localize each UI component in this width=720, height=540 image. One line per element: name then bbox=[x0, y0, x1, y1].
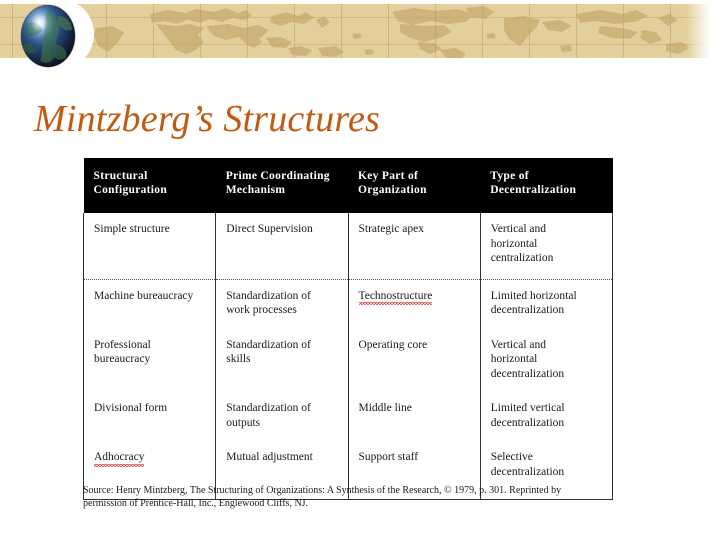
cell-line: Standardization of bbox=[226, 289, 311, 302]
cell-decentralization bbox=[480, 279, 612, 329]
cell-line: decentralization bbox=[490, 416, 565, 429]
header-line: Key Part of bbox=[358, 170, 419, 182]
world-map-banner bbox=[0, 4, 712, 58]
cell-configuration bbox=[84, 213, 216, 279]
cell-line: decentralization bbox=[490, 465, 565, 478]
cell-decentralization bbox=[480, 392, 612, 441]
column-header-key-part-of-organization bbox=[348, 158, 480, 213]
misspelled-word: Technostructure bbox=[359, 289, 433, 305]
banner-grid-lines bbox=[0, 4, 712, 58]
cell-configuration bbox=[84, 279, 216, 329]
header-line: Configuration bbox=[93, 184, 168, 196]
header-line: Mechanism bbox=[225, 184, 286, 196]
cell-line: Standardization of bbox=[226, 402, 311, 414]
source-line-2: permission of Prentice-Hall, Inc., Englewood Cliffs, NJ. bbox=[83, 497, 309, 509]
mintzberg-structures-table bbox=[83, 158, 613, 500]
table-row bbox=[84, 329, 613, 393]
cell-line: Selective bbox=[490, 451, 533, 463]
cell-decentralization bbox=[480, 213, 612, 279]
source-line-1: Source: Henry Mintzberg, The Structuring of Organizations: A Synthesis of the Research, © 1979, p. 301. Reprinted by bbox=[83, 485, 562, 496]
column-header-structural-configuration bbox=[84, 158, 216, 213]
cell-line: Standardization of bbox=[226, 338, 311, 351]
cell-line: work processes bbox=[226, 304, 297, 316]
cell-line: Support staff bbox=[358, 451, 419, 463]
header-line: Type of bbox=[490, 170, 529, 182]
table-header-row bbox=[84, 158, 613, 213]
cell-line: Direct Supervision bbox=[226, 223, 313, 235]
header-line: Decentralization bbox=[490, 184, 577, 196]
cell-configuration bbox=[84, 392, 216, 441]
table-row bbox=[84, 392, 613, 441]
column-header-type-of-decentralization bbox=[480, 158, 612, 213]
cell-line: Strategic apex bbox=[358, 223, 424, 235]
header-line: Organization bbox=[358, 184, 427, 196]
header-line: Prime Coordinating bbox=[225, 170, 330, 182]
column-header-prime-coordinating-mechanism bbox=[216, 158, 348, 213]
cell-mechanism bbox=[216, 329, 348, 393]
page-title: Mintzberg’s Structures bbox=[34, 98, 381, 140]
cell-line: horizontal bbox=[490, 237, 538, 250]
table-body bbox=[84, 213, 613, 500]
misspelled-word: Adhocracy bbox=[94, 450, 144, 466]
cell-line: Professional bbox=[94, 338, 151, 351]
table-row bbox=[84, 279, 613, 329]
cell-line: Limited horizontal bbox=[490, 289, 577, 302]
cell-key-part bbox=[348, 392, 480, 441]
cell-line: Mutual adjustment bbox=[226, 451, 313, 463]
cell-line: Machine bureaucracy bbox=[94, 289, 194, 302]
header-line: Structural bbox=[93, 170, 148, 182]
cell-decentralization bbox=[480, 329, 612, 393]
cell-line: horizontal bbox=[490, 353, 538, 365]
banner-right-fade bbox=[686, 4, 712, 58]
cell-key-part bbox=[348, 279, 480, 329]
cell-key-part bbox=[348, 213, 480, 279]
cell-line: Middle line bbox=[358, 402, 412, 414]
cell-line: decentralization bbox=[490, 304, 565, 316]
cell-line: outputs bbox=[226, 416, 261, 429]
cell-line: Divisional form bbox=[94, 402, 168, 414]
cell-line: skills bbox=[226, 353, 251, 365]
cell-line: centralization bbox=[490, 252, 554, 264]
cell-line: Operating core bbox=[358, 338, 428, 351]
cell-line: Limited vertical bbox=[490, 402, 565, 414]
cell-configuration bbox=[84, 329, 216, 393]
cell-line: Simple structure bbox=[94, 223, 170, 235]
globe-icon bbox=[18, 4, 78, 68]
cell-line: bureaucracy bbox=[94, 353, 151, 365]
cell-mechanism bbox=[216, 279, 348, 329]
cell-mechanism bbox=[216, 392, 348, 441]
source-citation bbox=[83, 485, 628, 510]
cell-line: Vertical and bbox=[490, 223, 546, 235]
cell-line: Vertical and bbox=[490, 338, 546, 351]
slide-header-banner bbox=[0, 0, 720, 62]
cell-mechanism bbox=[216, 213, 348, 279]
cell-key-part bbox=[348, 329, 480, 393]
cell-line: decentralization bbox=[490, 367, 565, 380]
table-row bbox=[84, 213, 613, 279]
